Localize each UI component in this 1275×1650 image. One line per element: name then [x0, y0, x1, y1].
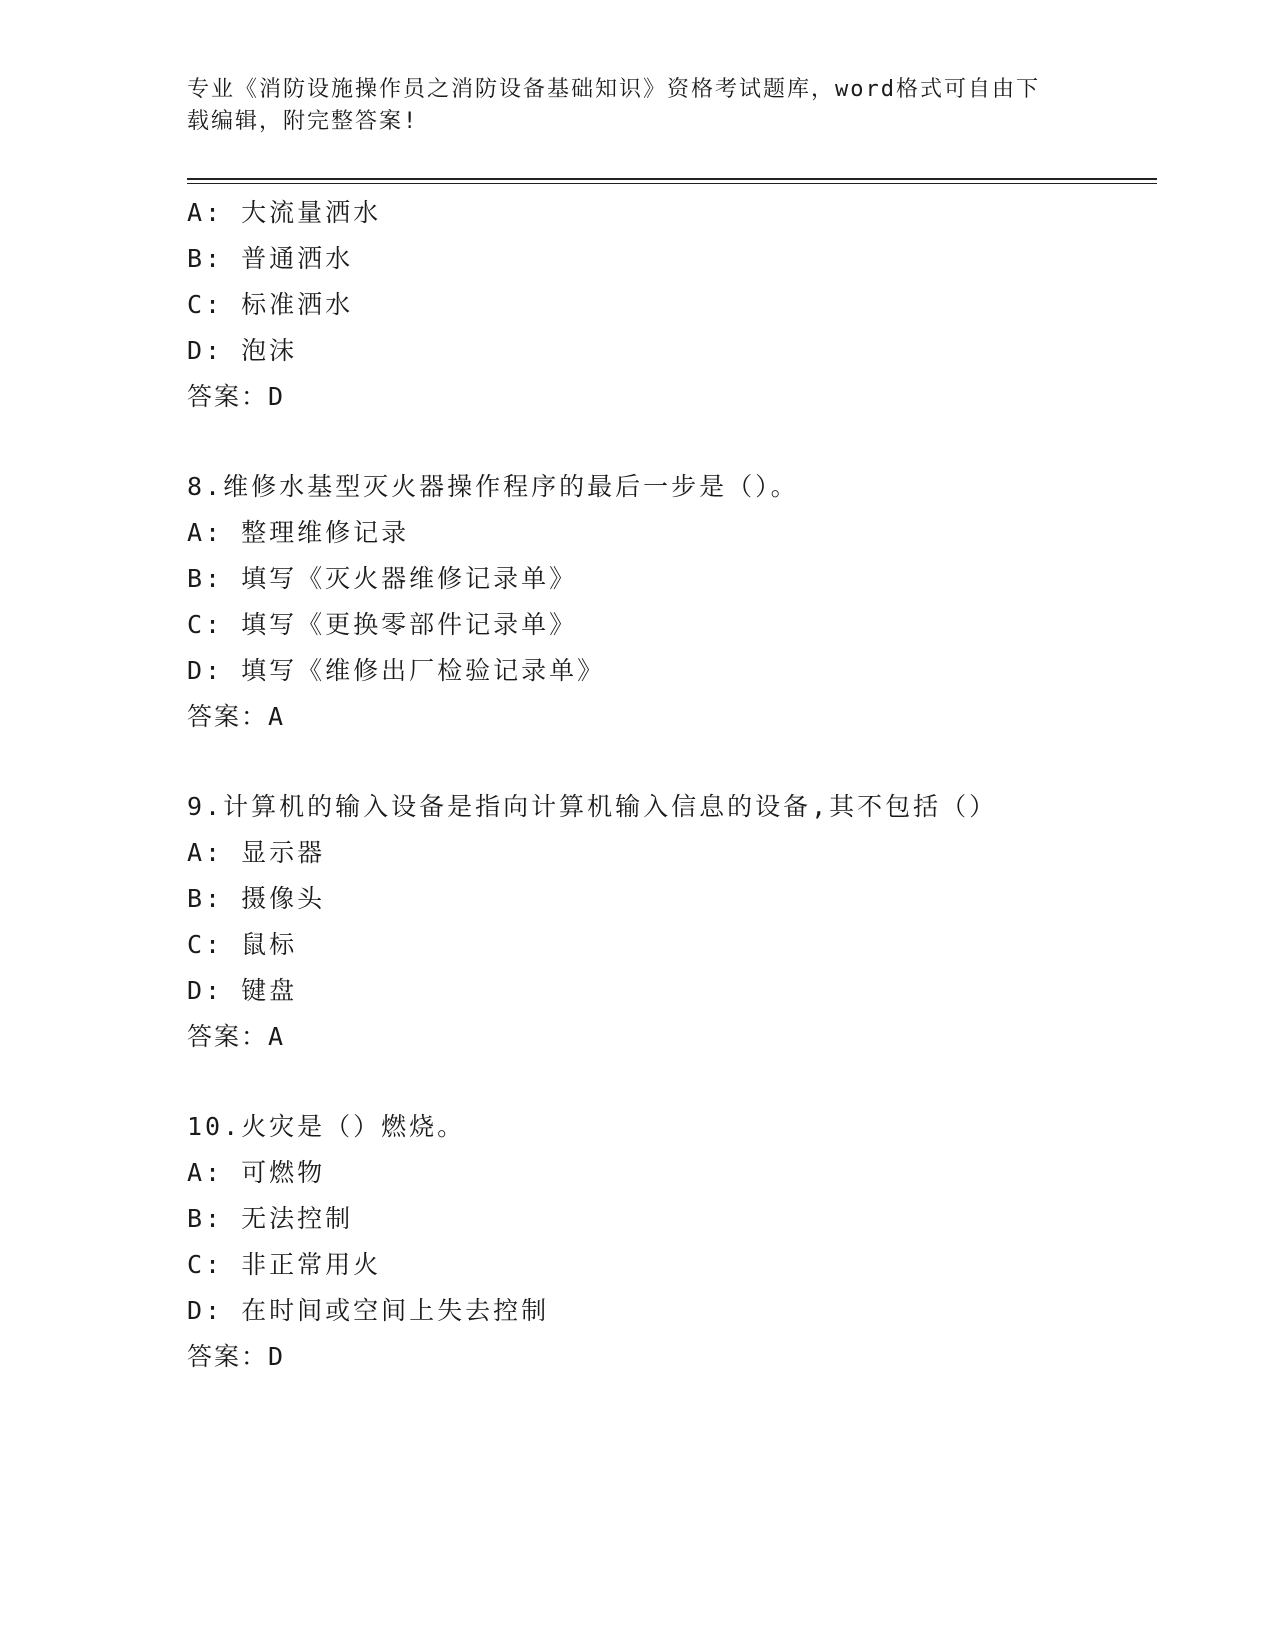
option-a: A: 整理维修记录: [187, 518, 410, 547]
question-list: [187, 190, 1167, 1380]
question-10: [187, 1104, 1167, 1380]
option-c: C: 填写《更换零部件记录单》: [187, 610, 578, 639]
document-header: [187, 74, 1087, 138]
option-b: B: 无法控制: [187, 1204, 354, 1233]
option-b: B: 普通洒水: [187, 244, 354, 273]
question-7-options: [187, 190, 1167, 420]
option-a: A: 显示器: [187, 838, 326, 867]
question-8: [187, 464, 1167, 740]
header-divider-thin: [187, 183, 1157, 184]
question-text: 10.火灾是（）燃烧。: [187, 1112, 466, 1141]
answer: 答案：D: [187, 1342, 286, 1371]
answer: 答案：A: [187, 702, 286, 731]
option-c: C: 标准洒水: [187, 290, 354, 319]
option-a: A: 可燃物: [187, 1158, 326, 1187]
question-text: 8.维修水基型灭火器操作程序的最后一步是（）。: [187, 472, 799, 501]
answer: 答案：D: [187, 382, 286, 411]
question-9: [187, 784, 1167, 1060]
option-d: D: 填写《维修出厂检验记录单》: [187, 656, 606, 685]
option-b: B: 填写《灭火器维修记录单》: [187, 564, 578, 593]
header-line-2: 载编辑，附完整答案!: [187, 109, 419, 134]
answer: 答案：A: [187, 1022, 286, 1051]
question-text: 9.计算机的输入设备是指向计算机输入信息的设备,其不包括（）: [187, 792, 998, 821]
option-c: C: 非正常用火: [187, 1250, 382, 1279]
option-a: A: 大流量洒水: [187, 198, 382, 227]
header-line-1: 专业《消防设施操作员之消防设备基础知识》资格考试题库，word格式可自由下: [187, 77, 1040, 102]
option-d: D: 键盘: [187, 976, 298, 1005]
header-divider-thick: [187, 178, 1157, 180]
option-d: D: 在时间或空间上失去控制: [187, 1296, 550, 1325]
option-c: C: 鼠标: [187, 930, 298, 959]
option-b: B: 摄像头: [187, 884, 326, 913]
option-d: D: 泡沫: [187, 336, 298, 365]
